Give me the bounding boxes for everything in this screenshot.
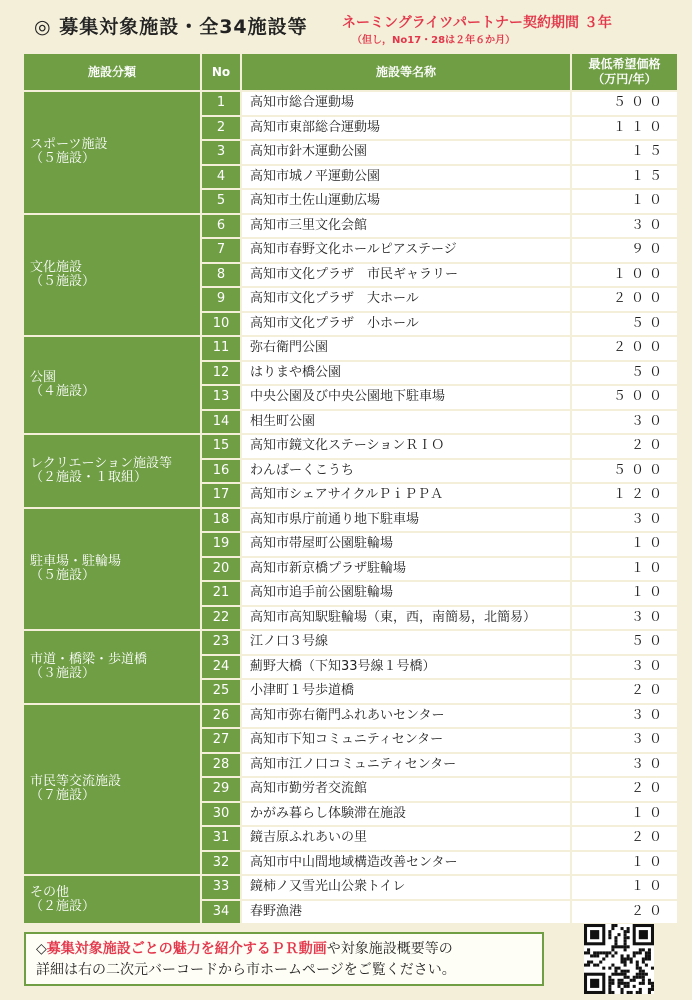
row-number: 28: [202, 754, 240, 777]
min-price: ２０: [572, 778, 677, 801]
facility-name: 薊野大橋（下知33号線１号橋）: [242, 656, 570, 679]
facility-name: 小津町１号歩道橋: [242, 680, 570, 703]
facility-table: [22, 52, 679, 925]
row-number: 5: [202, 190, 240, 213]
row-number: 27: [202, 729, 240, 752]
facility-name: 高知市追手前公園駐輪場: [242, 582, 570, 605]
category-name: 駐車場・駐輪場: [30, 553, 122, 569]
footer-text1: や対象施設概要等の: [326, 941, 453, 957]
category-name: レクリエーション施設等: [30, 455, 172, 471]
min-price: ３０: [572, 607, 677, 630]
table-row: [24, 705, 677, 728]
min-price: ３０: [572, 754, 677, 777]
row-number: 22: [202, 607, 240, 630]
min-price: ２０: [572, 827, 677, 850]
table-body: [24, 92, 677, 923]
row-number: 20: [202, 558, 240, 581]
facility-name: 高知市県庁前通り地下駐車場: [242, 509, 570, 532]
category-cell: [24, 876, 200, 923]
facility-name: 高知市文化プラザ 小ホール: [242, 313, 570, 336]
table-row: [24, 509, 677, 532]
row-number: 4: [202, 166, 240, 189]
row-number: 24: [202, 656, 240, 679]
table-header-row: [24, 54, 677, 90]
table-row: [24, 876, 677, 899]
row-number: 23: [202, 631, 240, 654]
category-name: 文化施設: [30, 259, 83, 275]
row-number: 31: [202, 827, 240, 850]
min-price: ２０: [572, 901, 677, 924]
min-price: ３０: [572, 215, 677, 238]
min-price: １１０: [572, 117, 677, 140]
facility-name: 高知市春野文化ホールピアステージ: [242, 239, 570, 262]
facility-name: 高知市文化プラザ 大ホール: [242, 288, 570, 311]
table-row: [24, 435, 677, 458]
min-price: １０: [572, 803, 677, 826]
row-number: 11: [202, 337, 240, 360]
category-cell: [24, 435, 200, 507]
category-count: （３施設）: [30, 665, 96, 681]
row-number: 30: [202, 803, 240, 826]
facility-name: 高知市文化プラザ 市民ギャラリー: [242, 264, 570, 287]
facility-name: 高知市総合運動場: [242, 92, 570, 115]
min-price: ５０: [572, 362, 677, 385]
table-row: [24, 631, 677, 654]
min-price: １０: [572, 852, 677, 875]
category-count: （２施設）: [30, 898, 96, 914]
table-row: [24, 337, 677, 360]
header-no: No: [202, 54, 240, 90]
min-price: １０: [572, 190, 677, 213]
min-price: ３０: [572, 411, 677, 434]
category-count: （７施設）: [30, 788, 96, 804]
row-number: 7: [202, 239, 240, 262]
facility-name: 高知市鏡文化ステーションＲＩＯ: [242, 435, 570, 458]
category-name: 市道・橋梁・歩道橋: [30, 651, 148, 667]
row-number: 19: [202, 533, 240, 556]
facility-name: 高知市土佐山運動広場: [242, 190, 570, 213]
min-price: １０: [572, 533, 677, 556]
qr-code-icon[interactable]: [584, 924, 654, 994]
row-number: 8: [202, 264, 240, 287]
row-number: 10: [202, 313, 240, 336]
min-price: ３０: [572, 705, 677, 728]
row-number: 32: [202, 852, 240, 875]
min-price: １５: [572, 166, 677, 189]
header-category: 施設分類: [24, 54, 200, 90]
category-cell: [24, 705, 200, 875]
facility-name: 高知市新京橋プラザ駐輪場: [242, 558, 570, 581]
footer-highlight: 募集対象施設ごとの魅力を紹介するＰＲ動画: [46, 941, 327, 957]
facility-name: 相生町公園: [242, 411, 570, 434]
category-count: （４施設）: [30, 384, 96, 399]
facility-name: 高知市針木運動公園: [242, 141, 570, 164]
facility-name: 弥右衛門公園: [242, 337, 570, 360]
row-number: 17: [202, 484, 240, 507]
header-name: 施設等名称: [242, 54, 570, 90]
facility-name: 高知市弥右衛門ふれあいセンター: [242, 705, 570, 728]
row-number: 33: [202, 876, 240, 899]
row-number: 9: [202, 288, 240, 311]
category-count: （５施設）: [30, 273, 96, 289]
footer-prefix: ◇: [36, 941, 47, 957]
row-number: 34: [202, 901, 240, 924]
header-price-line2: （万円/年）: [592, 72, 657, 86]
facility-name: 高知市シェアサイクルＰｉＰＰＡ: [242, 484, 570, 507]
min-price: ５０: [572, 631, 677, 654]
min-price: ５００: [572, 92, 677, 115]
facility-name: 高知市帯屋町公園駐輪場: [242, 533, 570, 556]
facility-name: 春野漁港: [242, 901, 570, 924]
contract-period: ネーミングライツパートナー契約期間 ３年: [342, 15, 612, 31]
min-price: １２０: [572, 484, 677, 507]
row-number: 6: [202, 215, 240, 238]
min-price: ５００: [572, 460, 677, 483]
facility-name: 中央公園及び中央公園地下駐車場: [242, 386, 570, 409]
contract-period-note: （但し，No17・28は２年６か月）: [352, 35, 516, 46]
category-cell: [24, 215, 200, 336]
row-number: 16: [202, 460, 240, 483]
table-row: [24, 215, 677, 238]
min-price: １０: [572, 558, 677, 581]
min-price: １０: [572, 876, 677, 899]
category-count: （５施設）: [30, 567, 96, 583]
min-price: ３０: [572, 509, 677, 532]
facility-name: 高知市高知駅駐輪場（東，西，南簡易，北簡易）: [242, 607, 570, 630]
category-name: 公園: [30, 370, 57, 385]
min-price: ２０: [572, 435, 677, 458]
category-count: （２施設・１取組）: [30, 469, 148, 485]
row-number: 15: [202, 435, 240, 458]
row-number: 18: [202, 509, 240, 532]
facility-name: かがみ暮らし体験滞在施設: [242, 803, 570, 826]
category-cell: [24, 509, 200, 630]
facility-name: 鏡柿ノ又雪光山公衆トイレ: [242, 876, 570, 899]
min-price: ２０: [572, 680, 677, 703]
category-cell: [24, 631, 200, 703]
facility-name: はりまや橋公園: [242, 362, 570, 385]
row-number: 21: [202, 582, 240, 605]
min-price: ２００: [572, 337, 677, 360]
row-number: 3: [202, 141, 240, 164]
row-number: 26: [202, 705, 240, 728]
category-name: その他: [30, 884, 70, 900]
category-name: 市民等交流施設: [30, 774, 122, 790]
footer-text2: 詳細は右の二次元バーコードから市ホームページをご覧ください。: [36, 962, 456, 978]
row-number: 14: [202, 411, 240, 434]
facility-name: 高知市中山間地域構造改善センター: [242, 852, 570, 875]
row-number: 12: [202, 362, 240, 385]
min-price: ５０: [572, 313, 677, 336]
facility-name: 高知市東部総合運動場: [242, 117, 570, 140]
min-price: １００: [572, 264, 677, 287]
facility-name: 江ノ口３号線: [242, 631, 570, 654]
min-price: ３０: [572, 656, 677, 679]
category-count: （５施設）: [30, 151, 96, 167]
facility-name: 鏡吉原ふれあいの里: [242, 827, 570, 850]
footer-note: [24, 932, 544, 986]
min-price: ２００: [572, 288, 677, 311]
category-name: スポーツ施設: [30, 137, 108, 153]
min-price: ３０: [572, 729, 677, 752]
min-price: １５: [572, 141, 677, 164]
category-cell: [24, 337, 200, 433]
min-price: ５００: [572, 386, 677, 409]
row-number: 25: [202, 680, 240, 703]
header-price: [572, 54, 677, 90]
category-cell: [24, 92, 200, 213]
facility-name: 高知市下知コミュニティセンター: [242, 729, 570, 752]
row-number: 2: [202, 117, 240, 140]
facility-name: 高知市城ノ平運動公園: [242, 166, 570, 189]
table-row: [24, 92, 677, 115]
row-number: 1: [202, 92, 240, 115]
min-price: １０: [572, 582, 677, 605]
page-title: ◎ 募集対象施設・全34施設等: [34, 16, 308, 38]
qr-code-graphic: [584, 924, 654, 994]
facility-name: 高知市三里文化会館: [242, 215, 570, 238]
row-number: 29: [202, 778, 240, 801]
min-price: ９０: [572, 239, 677, 262]
facility-name: わんぱーくこうち: [242, 460, 570, 483]
header-price-line1: 最低希望価格: [588, 57, 661, 71]
facility-name: 高知市江ノ口コミュニティセンター: [242, 754, 570, 777]
row-number: 13: [202, 386, 240, 409]
facility-name: 高知市勤労者交流館: [242, 778, 570, 801]
